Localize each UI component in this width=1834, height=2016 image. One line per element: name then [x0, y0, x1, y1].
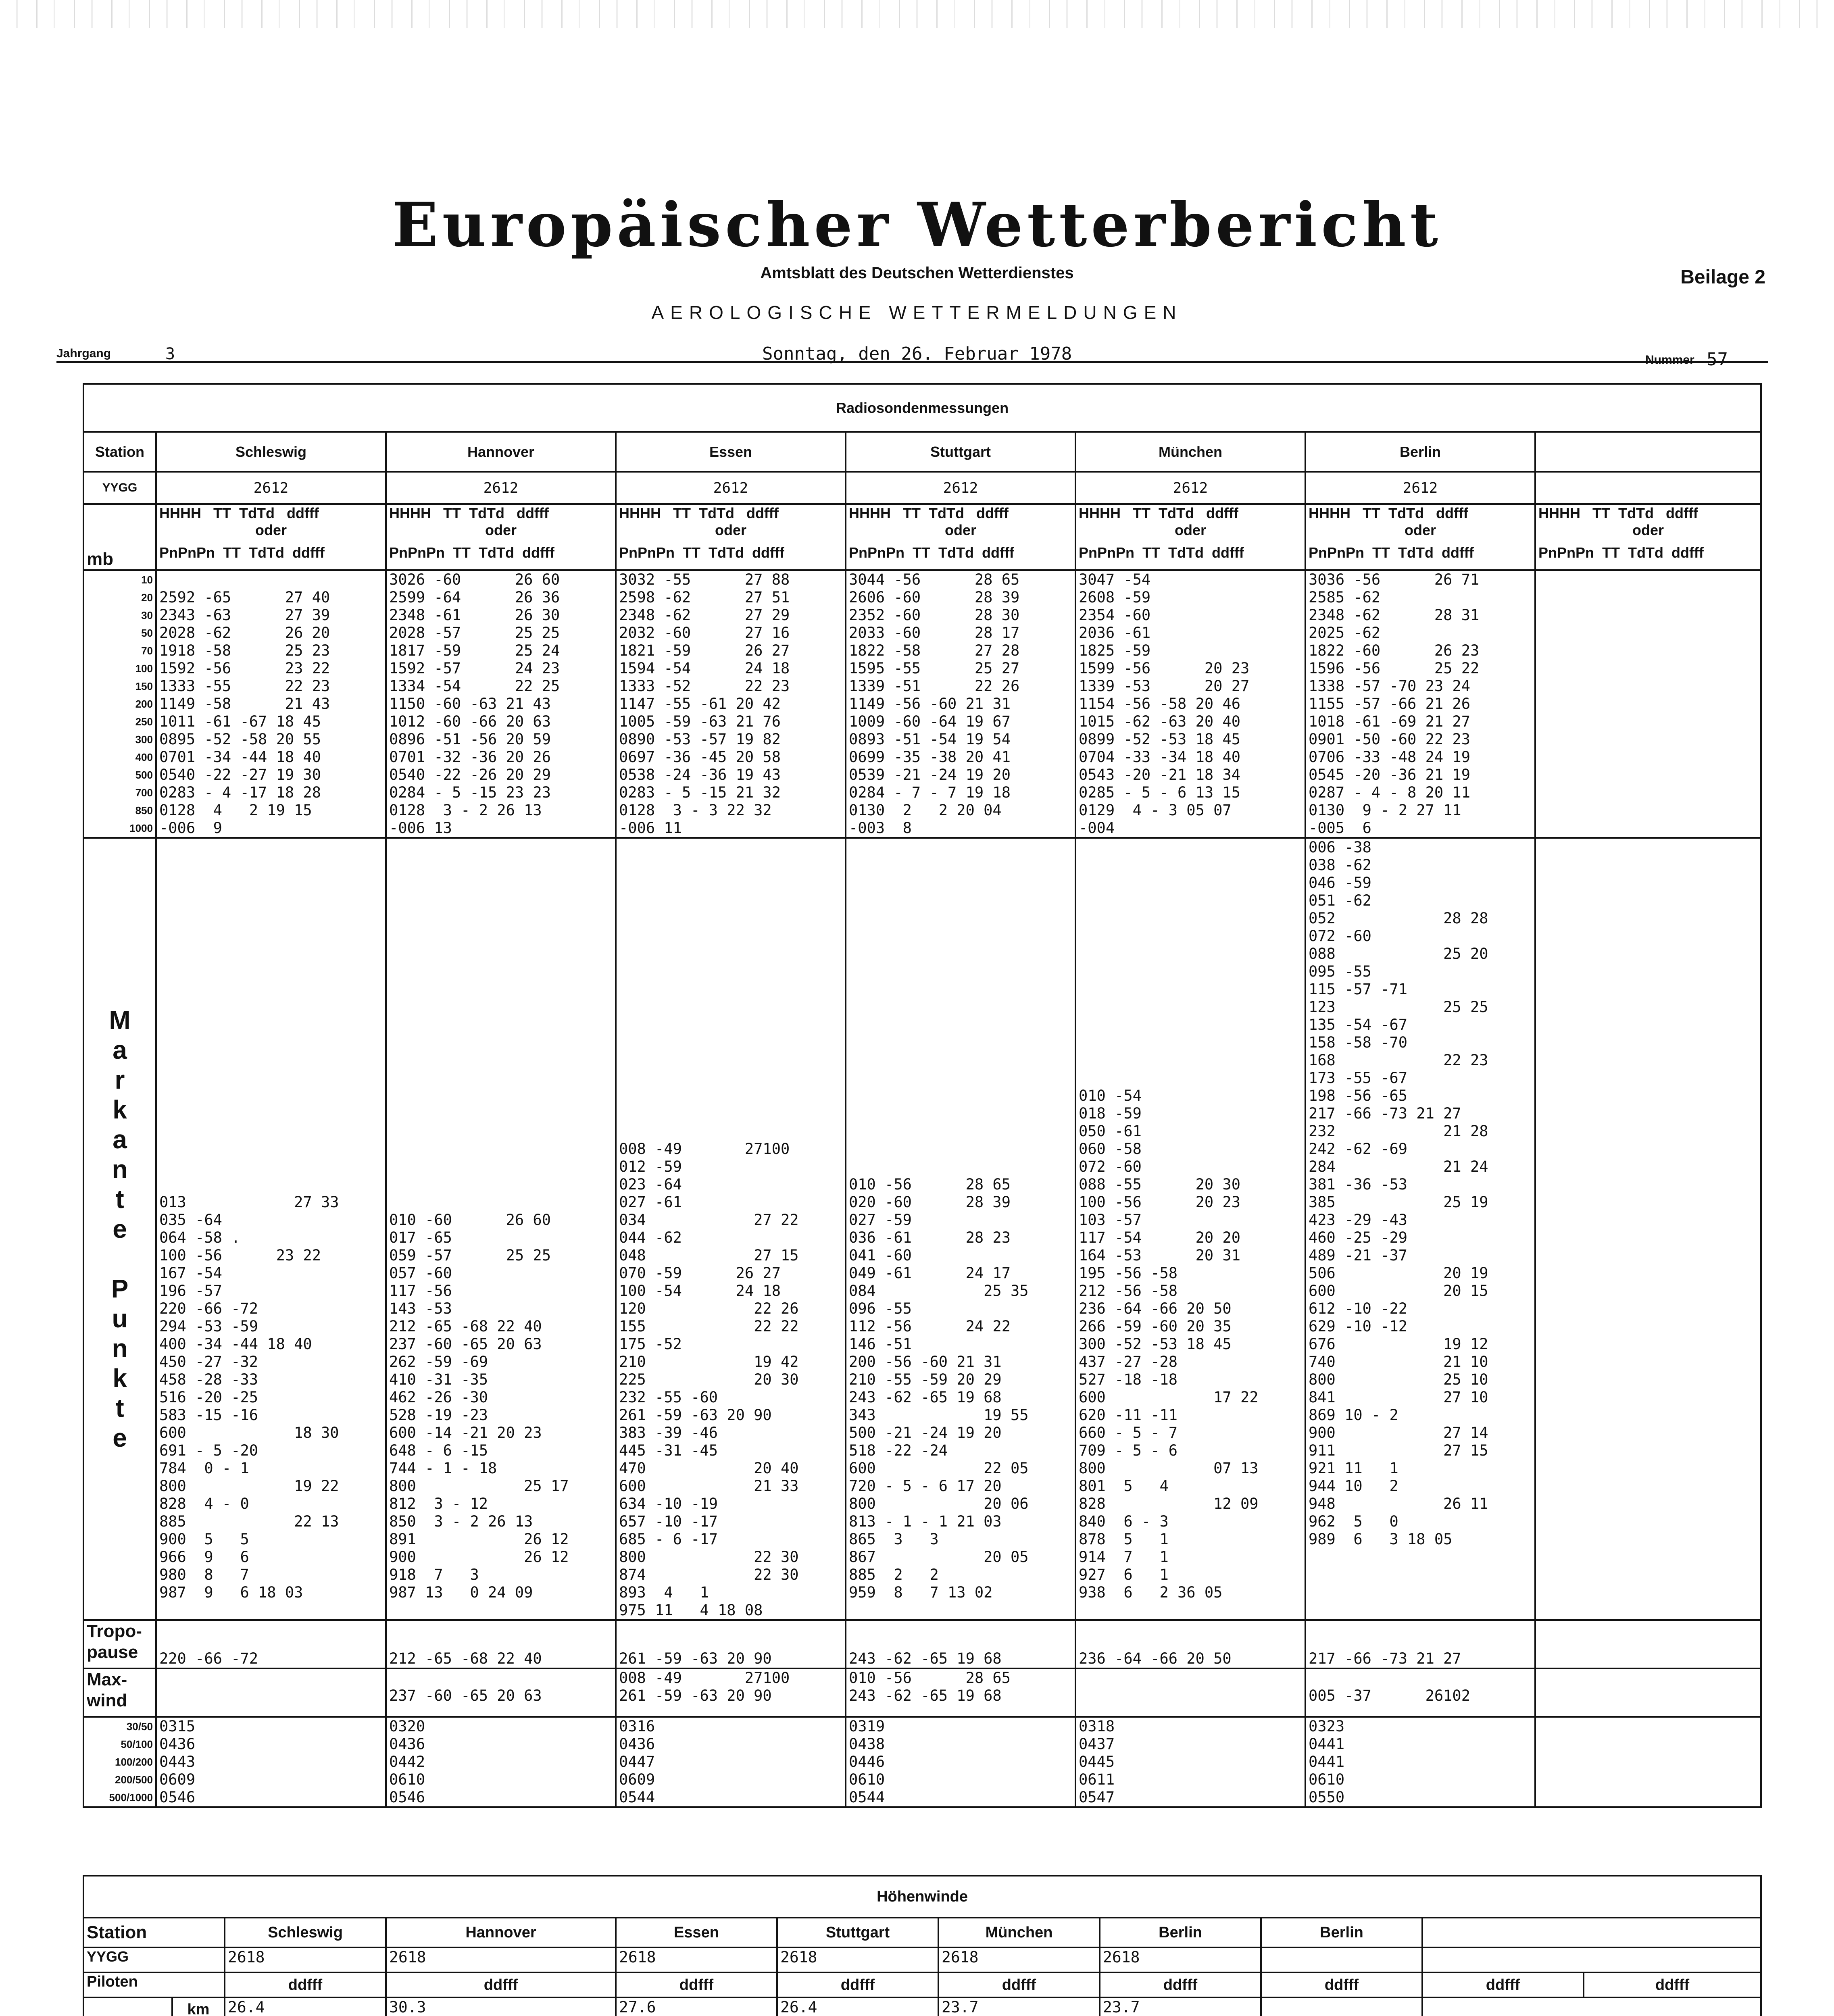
radiosonde-table	[83, 383, 1762, 1808]
std-levels-hannover: 3026 -60 26 60 2599 -64 26 36 2348 -61 26 30 2028 -57 25 25 1817 -59 25 24 1592 -57 24 23 1334 -54 22 25 1150 -60 -63 21 43 1012 -60 -66 20 63 0896 -51 -56 20 59 0701 -32 -36 20 26 0540 -22 -26 20 29 0284 - 5 -15 23 23 0128 3 - 2 26 13 -006 13	[386, 570, 616, 838]
issue-date: Sonntag, den 26. Februar 1978	[762, 344, 1072, 364]
tropo-essen: 261 -59 -63 20 90	[616, 1620, 846, 1668]
h-yygg-4: 2618	[938, 1947, 1100, 1972]
column-header: HHHH TT TdTd ddfff oder PnPnPn TT TdTd ddfff	[846, 504, 1075, 570]
layers-muenchen: 0318 0437 0445 0611 0547	[1075, 1717, 1305, 1807]
nummer-label: Nummer	[1645, 353, 1694, 367]
maxwind-muenchen	[1075, 1668, 1305, 1717]
yygg-label: YYGG	[83, 472, 156, 504]
h-ddfff: ddfff	[1422, 1972, 1584, 1997]
page-title: Europäischer Wetterbericht	[392, 190, 1442, 260]
mark-empty	[1535, 838, 1761, 1620]
h-gipfel-km-6	[1261, 1997, 1422, 2016]
yygg-empty	[1535, 472, 1761, 504]
h-ddfff: ddfff	[1100, 1972, 1261, 1997]
h-station-muenchen: München	[938, 1918, 1100, 1947]
std-levels-stuttgart: 3044 -56 28 65 2606 -60 28 39 2352 -60 28 30 2033 -60 28 17 1822 -58 27 28 1595 -55 25 27 1339 -51 22 26 1149 -56 -60 21 31 1009 -60 -64 19 67 0893 -51 -54 19 54 0699 -35 -38 20 41 0539 -21 -24 19 20 0284 - 7 - 7 19 18 0130 2 2 20 04 -003 8	[846, 570, 1075, 838]
column-header: HHHH TT TdTd ddfff oder PnPnPn TT TdTd ddfff	[616, 504, 846, 570]
jahrgang-value: 3	[165, 345, 175, 363]
maxwind-empty	[1535, 1668, 1761, 1717]
layers-hannover: 0320 0436 0442 0610 0546	[386, 1717, 616, 1807]
yygg-stuttgart: 2612	[846, 472, 1075, 504]
h-yygg-1: 2618	[386, 1947, 616, 1972]
mark-stuttgart: 010 -56 28 65 020 -60 28 39 027 -59 036 -61 28 23 041 -60 049 -61 24 17 084 25 35 096 -55 112 -56 24 22 146 -51 200 -56 -60 21 31 210 -55 -59 20 29 243 -62 -65 19 68 343 19 55 500 -21 -24 19 20 518 -22 -24 600 22 05 720 - 5 - 6 17 20 800 20 06 813 - 1 - 1 21 03 865 3 3 867 20 05 885 2 2 959 8 7 13 02	[846, 838, 1075, 1620]
tropo-berlin: 217 -66 -73 21 27	[1305, 1620, 1535, 1668]
section-heading: AEROLOGISCHE WETTERMELDUNGEN	[651, 302, 1183, 323]
h-ddfff: ddfff	[938, 1972, 1100, 1997]
column-header: HHHH TT TdTd ddfff oder PnPnPn TT TdTd ddfff	[1075, 504, 1305, 570]
h-station-empty	[1422, 1918, 1761, 1947]
tropo-empty	[1535, 1620, 1761, 1668]
layers-empty	[1535, 1717, 1761, 1807]
h-gipfel-km-2: 27.6	[616, 1997, 777, 2016]
markante-punkte-text: M a r k a n t e P u n k t e	[109, 1006, 131, 1452]
maxwind-essen: 008 -49 27100 261 -59 -63 20 90	[616, 1668, 846, 1717]
mark-essen: 008 -49 27100 012 -59 023 -64 027 -61 034 27 22 044 -62 048 27 15 070 -59 26 27 100 -54 24 18 120 22 26 155 22 22 175 -52 210 19 42 225 20 30 232 -55 -60 261 -59 -63 20 90 383 -39 -46 445 -31 -45 470 20 40 600 21 33 634 -10 -19 657 -10 -17 685 - 6 -17 800 22 30 874 22 30 893 4 1 975 11 4 18 08	[616, 838, 846, 1620]
hoehenwinde-title: Höhenwinde	[83, 1876, 1761, 1918]
layers-essen: 0316 0436 0447 0609 0544	[616, 1717, 846, 1807]
mb-levels: 10 20 30 50 70 100 150 200 250 300 400 500 700 850 1000	[83, 570, 156, 838]
h-station-berlin-2: Berlin	[1261, 1918, 1422, 1947]
h-yygg-0: 2618	[225, 1947, 386, 1972]
h-station-schleswig: Schleswig	[225, 1918, 386, 1947]
h-gipfel-label	[83, 1997, 172, 2016]
station-hannover: Hannover	[386, 432, 616, 472]
column-header: HHHH TT TdTd ddfff oder PnPnPn TT TdTd ddfff	[1535, 504, 1761, 570]
hoehenwinde-table	[83, 1875, 1762, 2016]
h-yygg-3: 2618	[777, 1947, 938, 1972]
markante-punkte-label	[83, 838, 156, 1620]
h-ddfff: ddfff	[1584, 1972, 1761, 1997]
h-gipfel-km-empty	[1422, 1997, 1761, 2016]
nummer-value: 57	[1707, 349, 1728, 370]
mark-hannover: 010 -60 26 60 017 -65 059 -57 25 25 057 -60 117 -56 143 -53 212 -65 -68 22 40 237 -60 -65 20 63 262 -59 -69 410 -31 -35 462 -26 -30 528 -19 -23 600 -14 -21 20 23 648 - 6 -15 744 - 1 - 18 800 25 17 812 3 - 12 850 3 - 2 26 13 891 26 12 900 26 12 918 7 3 987 13 0 24 09	[386, 838, 616, 1620]
h-km-sublabel: km	[172, 1997, 225, 2016]
tropo-hannover: 212 -65 -68 22 40	[386, 1620, 616, 1668]
h-yygg-label: YYGG	[83, 1947, 225, 1972]
h-ddfff: ddfff	[386, 1972, 616, 1997]
h-station-label: Station	[83, 1918, 225, 1947]
h-yygg-5: 2618	[1100, 1947, 1261, 1972]
station-essen: Essen	[616, 432, 846, 472]
h-piloten-label: Piloten	[83, 1972, 225, 1997]
column-header: HHHH TT TdTd ddfff oder PnPnPn TT TdTd ddfff	[386, 504, 616, 570]
mark-schleswig: 013 27 33 035 -64 064 -58 . 100 -56 23 22 167 -54 196 -57 220 -66 -72 294 -53 -59 400 -34 -44 18 40 450 -27 -32 458 -28 -33 516 -20 -25 583 -15 -16 600 18 30 691 - 5 -20 784 0 - 1 800 19 22 828 4 - 0 885 22 13 900 5 5 966 9 6 980 8 7 987 9 6 18 03	[156, 838, 386, 1620]
station-muenchen: München	[1075, 432, 1305, 472]
h-ddfff: ddfff	[1261, 1972, 1422, 1997]
station-label: Station	[83, 432, 156, 472]
yygg-schleswig: 2612	[156, 472, 386, 504]
mark-berlin: 006 -38 038 -62 046 -59 051 -62 052 28 28 072 -60 088 25 20 095 -55 115 -57 -71 123 25 25 135 -54 -67 158 -58 -70 168 22 23 173 -55 -67 198 -56 -65 217 -66 -73 21 27 232 21 28 242 -62 -69 284 21 24 381 -36 -53 385 25 19 423 -29 -43 460 -25 -29 489 -21 -37 506 20 19 600 20 15 612 -10 -22 629 -10 -12 676 19 12 740 21 10 800 25 10 841 27 10 869 10 - 2 900 27 14 911 27 15 921 11 1 944 10 2 948 26 11 962 5 0 989 6 3 18 05	[1305, 838, 1535, 1620]
h-yygg-2: 2618	[616, 1947, 777, 1972]
station-schleswig: Schleswig	[156, 432, 386, 472]
tropo-stuttgart: 243 -62 -65 19 68	[846, 1620, 1075, 1668]
tropo-schleswig: 220 -66 -72	[156, 1620, 386, 1668]
station-berlin: Berlin	[1305, 432, 1535, 472]
tropo-muenchen: 236 -64 -66 20 50	[1075, 1620, 1305, 1668]
tropopause-label: Tropo- pause	[83, 1620, 156, 1668]
layers-berlin: 0323 0441 0441 0610 0550	[1305, 1717, 1535, 1807]
h-yygg-6	[1261, 1947, 1422, 1972]
h-gipfel-km-4: 23.7	[938, 1997, 1100, 2016]
maxwind-label: Max- wind	[83, 1668, 156, 1717]
page-subtitle: Amtsblatt des Deutschen Wetterdienstes	[760, 264, 1074, 282]
maxwind-berlin: 005 -37 26102	[1305, 1668, 1535, 1717]
layer-labels: 30/50 50/100 100/200 200/500 500/1000	[83, 1717, 156, 1807]
h-ddfff: ddfff	[225, 1972, 386, 1997]
std-levels-essen: 3032 -55 27 88 2598 -62 27 51 2348 -62 27 29 2032 -60 27 16 1821 -59 26 27 1594 -54 24 18 1333 -52 22 23 1147 -55 -61 20 42 1005 -59 -63 21 76 0890 -53 -57 19 82 0697 -36 -45 20 58 0538 -24 -36 19 43 0283 - 5 -15 21 32 0128 3 - 3 22 32 -006 11	[616, 570, 846, 838]
station-stuttgart: Stuttgart	[846, 432, 1075, 472]
maxwind-schleswig	[156, 1668, 386, 1717]
h-station-hannover: Hannover	[386, 1918, 616, 1947]
column-header: HHHH TT TdTd ddfff oder PnPnPn TT TdTd ddfff	[1305, 504, 1535, 570]
beilage-label: Beilage 2	[1680, 267, 1765, 288]
std-levels-schleswig: 2592 -65 27 40 2343 -63 27 39 2028 -62 26 20 1918 -58 25 23 1592 -56 23 22 1333 -55 22 23 1149 -58 21 43 1011 -61 -67 18 45 0895 -52 -58 20 55 0701 -34 -44 18 40 0540 -22 -27 19 30 0283 - 4 -17 18 28 0128 4 2 19 15 -006 9	[156, 570, 386, 838]
std-levels-muenchen: 3047 -54 2608 -59 2354 -60 2036 -61 1825 -59 1599 -56 20 23 1339 -53 20 27 1154 -56 -58 20 46 1015 -62 -63 20 40 0899 -52 -53 18 45 0704 -33 -34 18 40 0543 -20 -21 18 34 0285 - 5 - 6 13 15 0129 4 - 3 05 07 -004	[1075, 570, 1305, 838]
yygg-berlin: 2612	[1305, 472, 1535, 504]
scan-noise	[0, 0, 1834, 28]
station-empty	[1535, 432, 1761, 472]
h-gipfel-km-5: 23.7	[1100, 1997, 1261, 2016]
h-station-essen: Essen	[616, 1918, 777, 1947]
maxwind-hannover: 237 -60 -65 20 63	[386, 1668, 616, 1717]
h-gipfel-km-3: 26.4	[777, 1997, 938, 2016]
mark-muenchen: 010 -54 018 -59 050 -61 060 -58 072 -60 088 -55 20 30 100 -56 20 23 103 -57 117 -54 20 20 164 -53 20 31 195 -56 -58 212 -56 -58 236 -64 -66 20 50 266 -59 -60 20 35 300 -52 -53 18 45 437 -27 -28 527 -18 -18 600 17 22 620 -11 -11 660 - 5 - 7 709 - 5 - 6 800 07 13 801 5 4 828 12 09 840 6 - 3 878 5 1 914 7 1 927 6 1 938 6 2 36 05	[1075, 838, 1305, 1620]
std-levels-berlin: 3036 -56 26 71 2585 -62 2348 -62 28 31 2025 -62 1822 -60 26 23 1596 -56 25 22 1338 -57 -70 23 24 1155 -57 -66 21 26 1018 -61 -69 21 27 0901 -50 -60 22 23 0706 -33 -48 24 19 0545 -20 -36 21 19 0287 - 4 - 8 20 11 0130 9 - 2 27 11 -005 6	[1305, 570, 1535, 838]
h-station-berlin: Berlin	[1100, 1918, 1261, 1947]
std-levels-empty	[1535, 570, 1761, 838]
yygg-muenchen: 2612	[1075, 472, 1305, 504]
h-yygg-empty	[1422, 1947, 1761, 1972]
radiosonde-title: Radiosondenmessungen	[83, 384, 1761, 432]
layers-stuttgart: 0319 0438 0446 0610 0544	[846, 1717, 1075, 1807]
column-header: HHHH TT TdTd ddfff oder PnPnPn TT TdTd ddfff	[156, 504, 386, 570]
h-gipfel-km-1: 30.3	[386, 1997, 616, 2016]
yygg-hannover: 2612	[386, 472, 616, 504]
jahrgang-label: Jahrgang	[56, 347, 111, 360]
maxwind-stuttgart: 010 -56 28 65 243 -62 -65 19 68	[846, 1668, 1075, 1717]
layers-schleswig: 0315 0436 0443 0609 0546	[156, 1717, 386, 1807]
h-ddfff: ddfff	[777, 1972, 938, 1997]
mb-label: mb	[83, 504, 156, 570]
h-ddfff: ddfff	[616, 1972, 777, 1997]
yygg-essen: 2612	[616, 472, 846, 504]
h-station-stuttgart: Stuttgart	[777, 1918, 938, 1947]
h-gipfel-km-0: 26.4	[225, 1997, 386, 2016]
